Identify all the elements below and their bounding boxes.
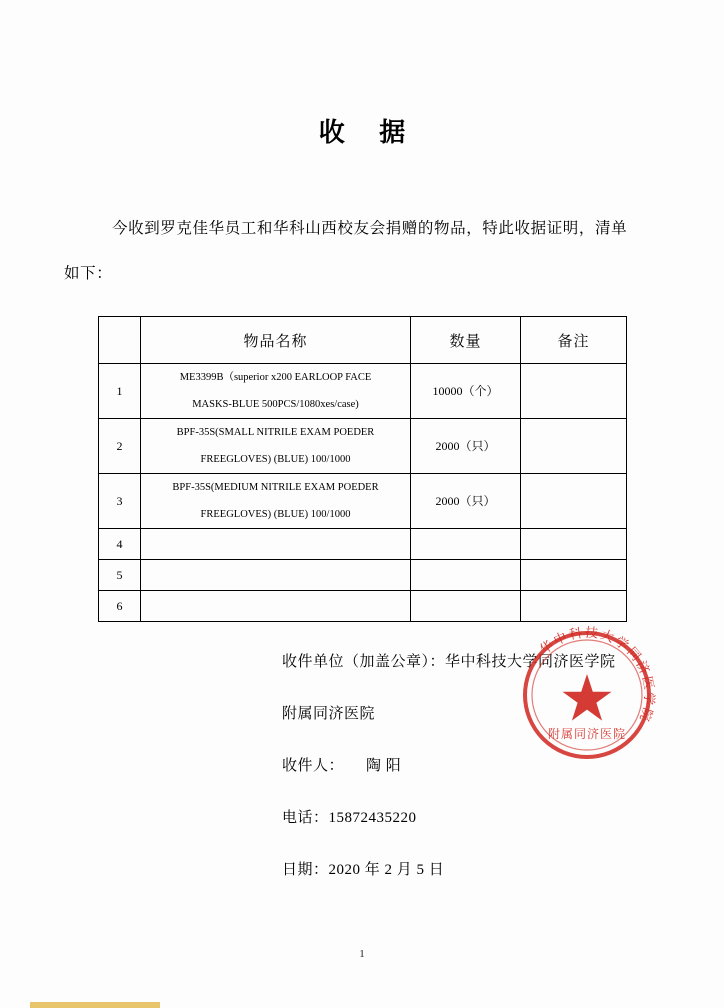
- body-paragraph: [64, 206, 664, 296]
- table-row: [99, 419, 627, 474]
- recipient-person: [282, 740, 616, 792]
- column-header-name: 物品名称: [141, 317, 411, 364]
- cell-index: 6: [99, 591, 141, 622]
- cell-name: [141, 419, 411, 474]
- cell-name-line1: BPF-35S(SMALL NITRILE EXAM POEDER: [176, 427, 375, 438]
- recipient-unit-line2: 附属同济医院: [282, 706, 376, 722]
- recipient-person-name: 陶 阳: [366, 758, 402, 774]
- cell-note: [521, 591, 627, 622]
- cell-name-line2: MASKS-BLUE 500PCS/1080xes/case): [192, 399, 359, 410]
- table-row: [99, 364, 627, 419]
- cell-name: [141, 529, 411, 560]
- items-table: [98, 316, 627, 622]
- cell-index: 5: [99, 560, 141, 591]
- paragraph-line-1: 今收到罗克佳华员工和华科山西校友会捐赠的物品，特此收据证明，清单: [112, 220, 628, 237]
- phone: 电话：15872435220: [282, 810, 417, 826]
- table-row: [99, 560, 627, 591]
- cell-qty: 10000（个）: [411, 364, 521, 419]
- cell-note: [521, 419, 627, 474]
- cell-name-line2: FREEGLOVES) (BLUE) 100/1000: [200, 454, 351, 465]
- cell-qty: 2000（只）: [411, 419, 521, 474]
- cell-index: 4: [99, 529, 141, 560]
- table-header-row: [99, 317, 627, 364]
- recipient-unit: 收件单位（加盖公章）：华中科技大学同济医学院: [282, 654, 616, 670]
- table-row: [99, 529, 627, 560]
- cell-name: [141, 591, 411, 622]
- cell-index: 2: [99, 419, 141, 474]
- cell-name: [141, 560, 411, 591]
- cell-name: [141, 364, 411, 419]
- column-header-note: 备注: [521, 317, 627, 364]
- page-number: 1: [359, 948, 365, 960]
- column-header-index: [99, 317, 141, 364]
- column-header-qty: 数量: [411, 317, 521, 364]
- svg-text:附属同济医院: 附属同济医院: [547, 727, 627, 741]
- date: 日期：2020 年 2 月 5 日: [282, 862, 445, 878]
- bottom-color-strip: [30, 1002, 160, 1008]
- cell-qty: [411, 529, 521, 560]
- cell-name-line1: BPF-35S(MEDIUM NITRILE EXAM POEDER: [172, 482, 379, 493]
- cell-note: [521, 529, 627, 560]
- cell-index: 3: [99, 474, 141, 529]
- paragraph-line-2: 如下：: [64, 265, 113, 282]
- cell-note: [521, 364, 627, 419]
- page-title: 收 据: [318, 118, 420, 147]
- cell-note: [521, 560, 627, 591]
- svg-text:华中科技大学同济医学院: 华中科技大学同济医学院: [536, 624, 658, 726]
- cell-qty: 2000（只）: [411, 474, 521, 529]
- footer-block: [282, 636, 616, 896]
- cell-name: [141, 474, 411, 529]
- cell-note: [521, 474, 627, 529]
- cell-qty: [411, 560, 521, 591]
- table-row: [99, 591, 627, 622]
- cell-name-line1: ME3399B（superior x200 EARLOOP FACE: [179, 372, 372, 383]
- cell-qty: [411, 591, 521, 622]
- recipient-person-label: 收件人：: [282, 758, 345, 774]
- cell-index: 1: [99, 364, 141, 419]
- table-row: [99, 474, 627, 529]
- cell-name-line2: FREEGLOVES) (BLUE) 100/1000: [200, 509, 351, 520]
